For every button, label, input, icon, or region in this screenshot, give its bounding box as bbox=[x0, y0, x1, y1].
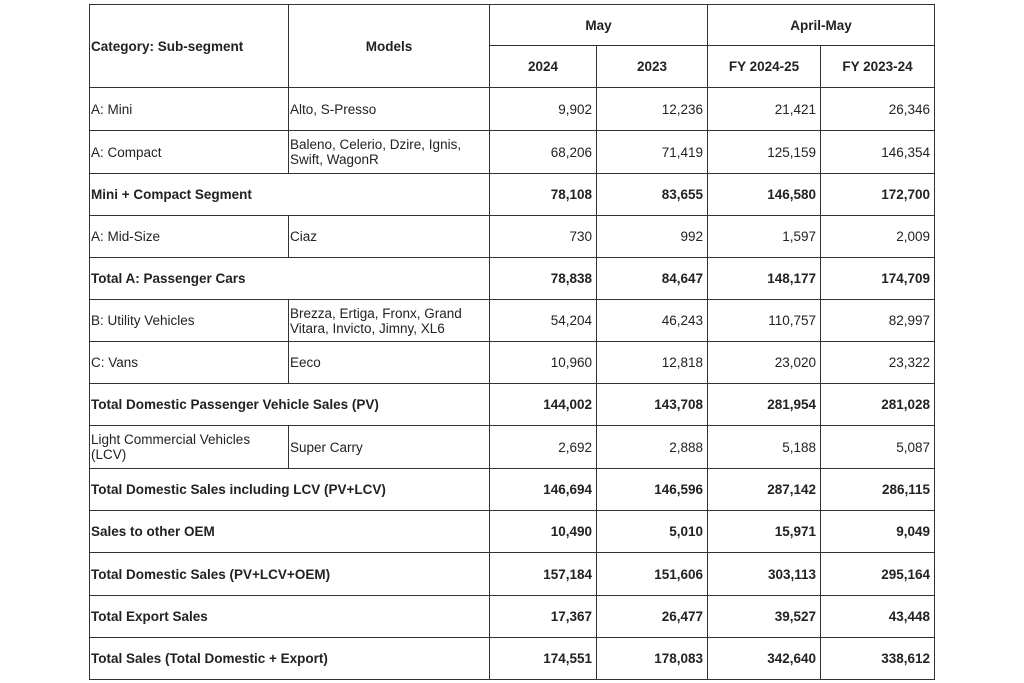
fy-2024-25-cell: 15,971 bbox=[708, 511, 821, 553]
sales-table bbox=[89, 4, 935, 680]
fy-2023-24-header: FY 2023-24 bbox=[821, 46, 935, 88]
fy-2023-24-cell: 295,164 bbox=[821, 553, 935, 596]
table-row bbox=[90, 638, 935, 680]
may-2024-cell: 68,206 bbox=[490, 131, 597, 174]
table-row bbox=[90, 469, 935, 511]
may-2024-cell: 144,002 bbox=[490, 384, 597, 426]
fy-2024-25-cell: 287,142 bbox=[708, 469, 821, 511]
may-2024-cell: 78,108 bbox=[490, 174, 597, 216]
may-2023-header: 2023 bbox=[597, 46, 708, 88]
table-row bbox=[90, 384, 935, 426]
models-cell: Alto, S-Presso bbox=[289, 88, 490, 131]
may-2024-cell: 2,692 bbox=[490, 426, 597, 469]
table-row bbox=[90, 511, 935, 553]
category-cell: A: Mini bbox=[90, 88, 289, 131]
table-row bbox=[90, 596, 935, 638]
fy-2024-25-cell: 125,159 bbox=[708, 131, 821, 174]
models-cell: Baleno, Celerio, Dzire, Ignis, Swift, WagonR bbox=[289, 131, 490, 174]
table-row bbox=[90, 174, 935, 216]
fy-2023-24-cell: 174,709 bbox=[821, 258, 935, 300]
may-2024-cell: 146,694 bbox=[490, 469, 597, 511]
may-2023-cell: 178,083 bbox=[597, 638, 708, 680]
may-2023-cell: 12,818 bbox=[597, 342, 708, 384]
models-cell: Eeco bbox=[289, 342, 490, 384]
category-cell: Total A: Passenger Cars bbox=[90, 258, 490, 300]
may-2024-cell: 10,490 bbox=[490, 511, 597, 553]
may-2024-cell: 17,367 bbox=[490, 596, 597, 638]
may-2023-cell: 83,655 bbox=[597, 174, 708, 216]
table-row bbox=[90, 88, 935, 131]
may-2023-cell: 151,606 bbox=[597, 553, 708, 596]
fy-2023-24-cell: 338,612 bbox=[821, 638, 935, 680]
fy-2024-25-cell: 146,580 bbox=[708, 174, 821, 216]
category-cell: Total Export Sales bbox=[90, 596, 490, 638]
may-2023-cell: 143,708 bbox=[597, 384, 708, 426]
april-may-header: April-May bbox=[708, 5, 935, 46]
fy-2024-25-cell: 148,177 bbox=[708, 258, 821, 300]
category-cell: A: Mid-Size bbox=[90, 216, 289, 258]
may-2023-cell: 12,236 bbox=[597, 88, 708, 131]
may-2023-cell: 84,647 bbox=[597, 258, 708, 300]
may-2024-cell: 157,184 bbox=[490, 553, 597, 596]
header-row-1 bbox=[90, 5, 935, 46]
fy-2023-24-cell: 26,346 bbox=[821, 88, 935, 131]
category-cell: Sales to other OEM bbox=[90, 511, 490, 553]
table-row bbox=[90, 216, 935, 258]
may-2023-cell: 146,596 bbox=[597, 469, 708, 511]
fy-2024-25-cell: 110,757 bbox=[708, 300, 821, 342]
category-cell: B: Utility Vehicles bbox=[90, 300, 289, 342]
fy-2024-25-cell: 39,527 bbox=[708, 596, 821, 638]
fy-2023-24-cell: 286,115 bbox=[821, 469, 935, 511]
category-cell: Total Sales (Total Domestic + Export) bbox=[90, 638, 490, 680]
category-cell: Total Domestic Passenger Vehicle Sales (PV) bbox=[90, 384, 490, 426]
fy-2023-24-cell: 281,028 bbox=[821, 384, 935, 426]
may-header: May bbox=[490, 5, 708, 46]
fy-2024-25-cell: 21,421 bbox=[708, 88, 821, 131]
table-row bbox=[90, 553, 935, 596]
table-row bbox=[90, 300, 935, 342]
may-2023-cell: 5,010 bbox=[597, 511, 708, 553]
may-2024-cell: 78,838 bbox=[490, 258, 597, 300]
category-cell: A: Compact bbox=[90, 131, 289, 174]
fy-2024-25-header: FY 2024-25 bbox=[708, 46, 821, 88]
fy-2023-24-cell: 23,322 bbox=[821, 342, 935, 384]
may-2024-cell: 54,204 bbox=[490, 300, 597, 342]
may-2024-cell: 9,902 bbox=[490, 88, 597, 131]
models-cell: Brezza, Ertiga, Fronx, Grand Vitara, Invicto, Jimny, XL6 bbox=[289, 300, 490, 342]
table-row bbox=[90, 426, 935, 469]
models-cell: Ciaz bbox=[289, 216, 490, 258]
fy-2024-25-cell: 281,954 bbox=[708, 384, 821, 426]
category-cell: Total Domestic Sales (PV+LCV+OEM) bbox=[90, 553, 490, 596]
fy-2023-24-cell: 9,049 bbox=[821, 511, 935, 553]
fy-2023-24-cell: 43,448 bbox=[821, 596, 935, 638]
models-header: Models bbox=[289, 5, 490, 88]
fy-2024-25-cell: 1,597 bbox=[708, 216, 821, 258]
fy-2024-25-cell: 342,640 bbox=[708, 638, 821, 680]
may-2024-cell: 174,551 bbox=[490, 638, 597, 680]
fy-2023-24-cell: 5,087 bbox=[821, 426, 935, 469]
fy-2024-25-cell: 5,188 bbox=[708, 426, 821, 469]
fy-2024-25-cell: 303,113 bbox=[708, 553, 821, 596]
may-2024-cell: 10,960 bbox=[490, 342, 597, 384]
table-row bbox=[90, 342, 935, 384]
fy-2023-24-cell: 146,354 bbox=[821, 131, 935, 174]
category-cell: Light Commercial Vehicles (LCV) bbox=[90, 426, 289, 469]
may-2024-cell: 730 bbox=[490, 216, 597, 258]
fy-2023-24-cell: 2,009 bbox=[821, 216, 935, 258]
models-cell: Super Carry bbox=[289, 426, 490, 469]
may-2023-cell: 71,419 bbox=[597, 131, 708, 174]
table-row bbox=[90, 131, 935, 174]
category-cell: C: Vans bbox=[90, 342, 289, 384]
may-2023-cell: 2,888 bbox=[597, 426, 708, 469]
category-cell: Total Domestic Sales including LCV (PV+LCV) bbox=[90, 469, 490, 511]
category-cell: Mini + Compact Segment bbox=[90, 174, 490, 216]
fy-2023-24-cell: 82,997 bbox=[821, 300, 935, 342]
may-2023-cell: 46,243 bbox=[597, 300, 708, 342]
fy-2024-25-cell: 23,020 bbox=[708, 342, 821, 384]
may-2023-cell: 992 bbox=[597, 216, 708, 258]
may-2024-header: 2024 bbox=[490, 46, 597, 88]
category-header: Category: Sub-segment bbox=[90, 5, 289, 88]
fy-2023-24-cell: 172,700 bbox=[821, 174, 935, 216]
table-row bbox=[90, 258, 935, 300]
may-2023-cell: 26,477 bbox=[597, 596, 708, 638]
